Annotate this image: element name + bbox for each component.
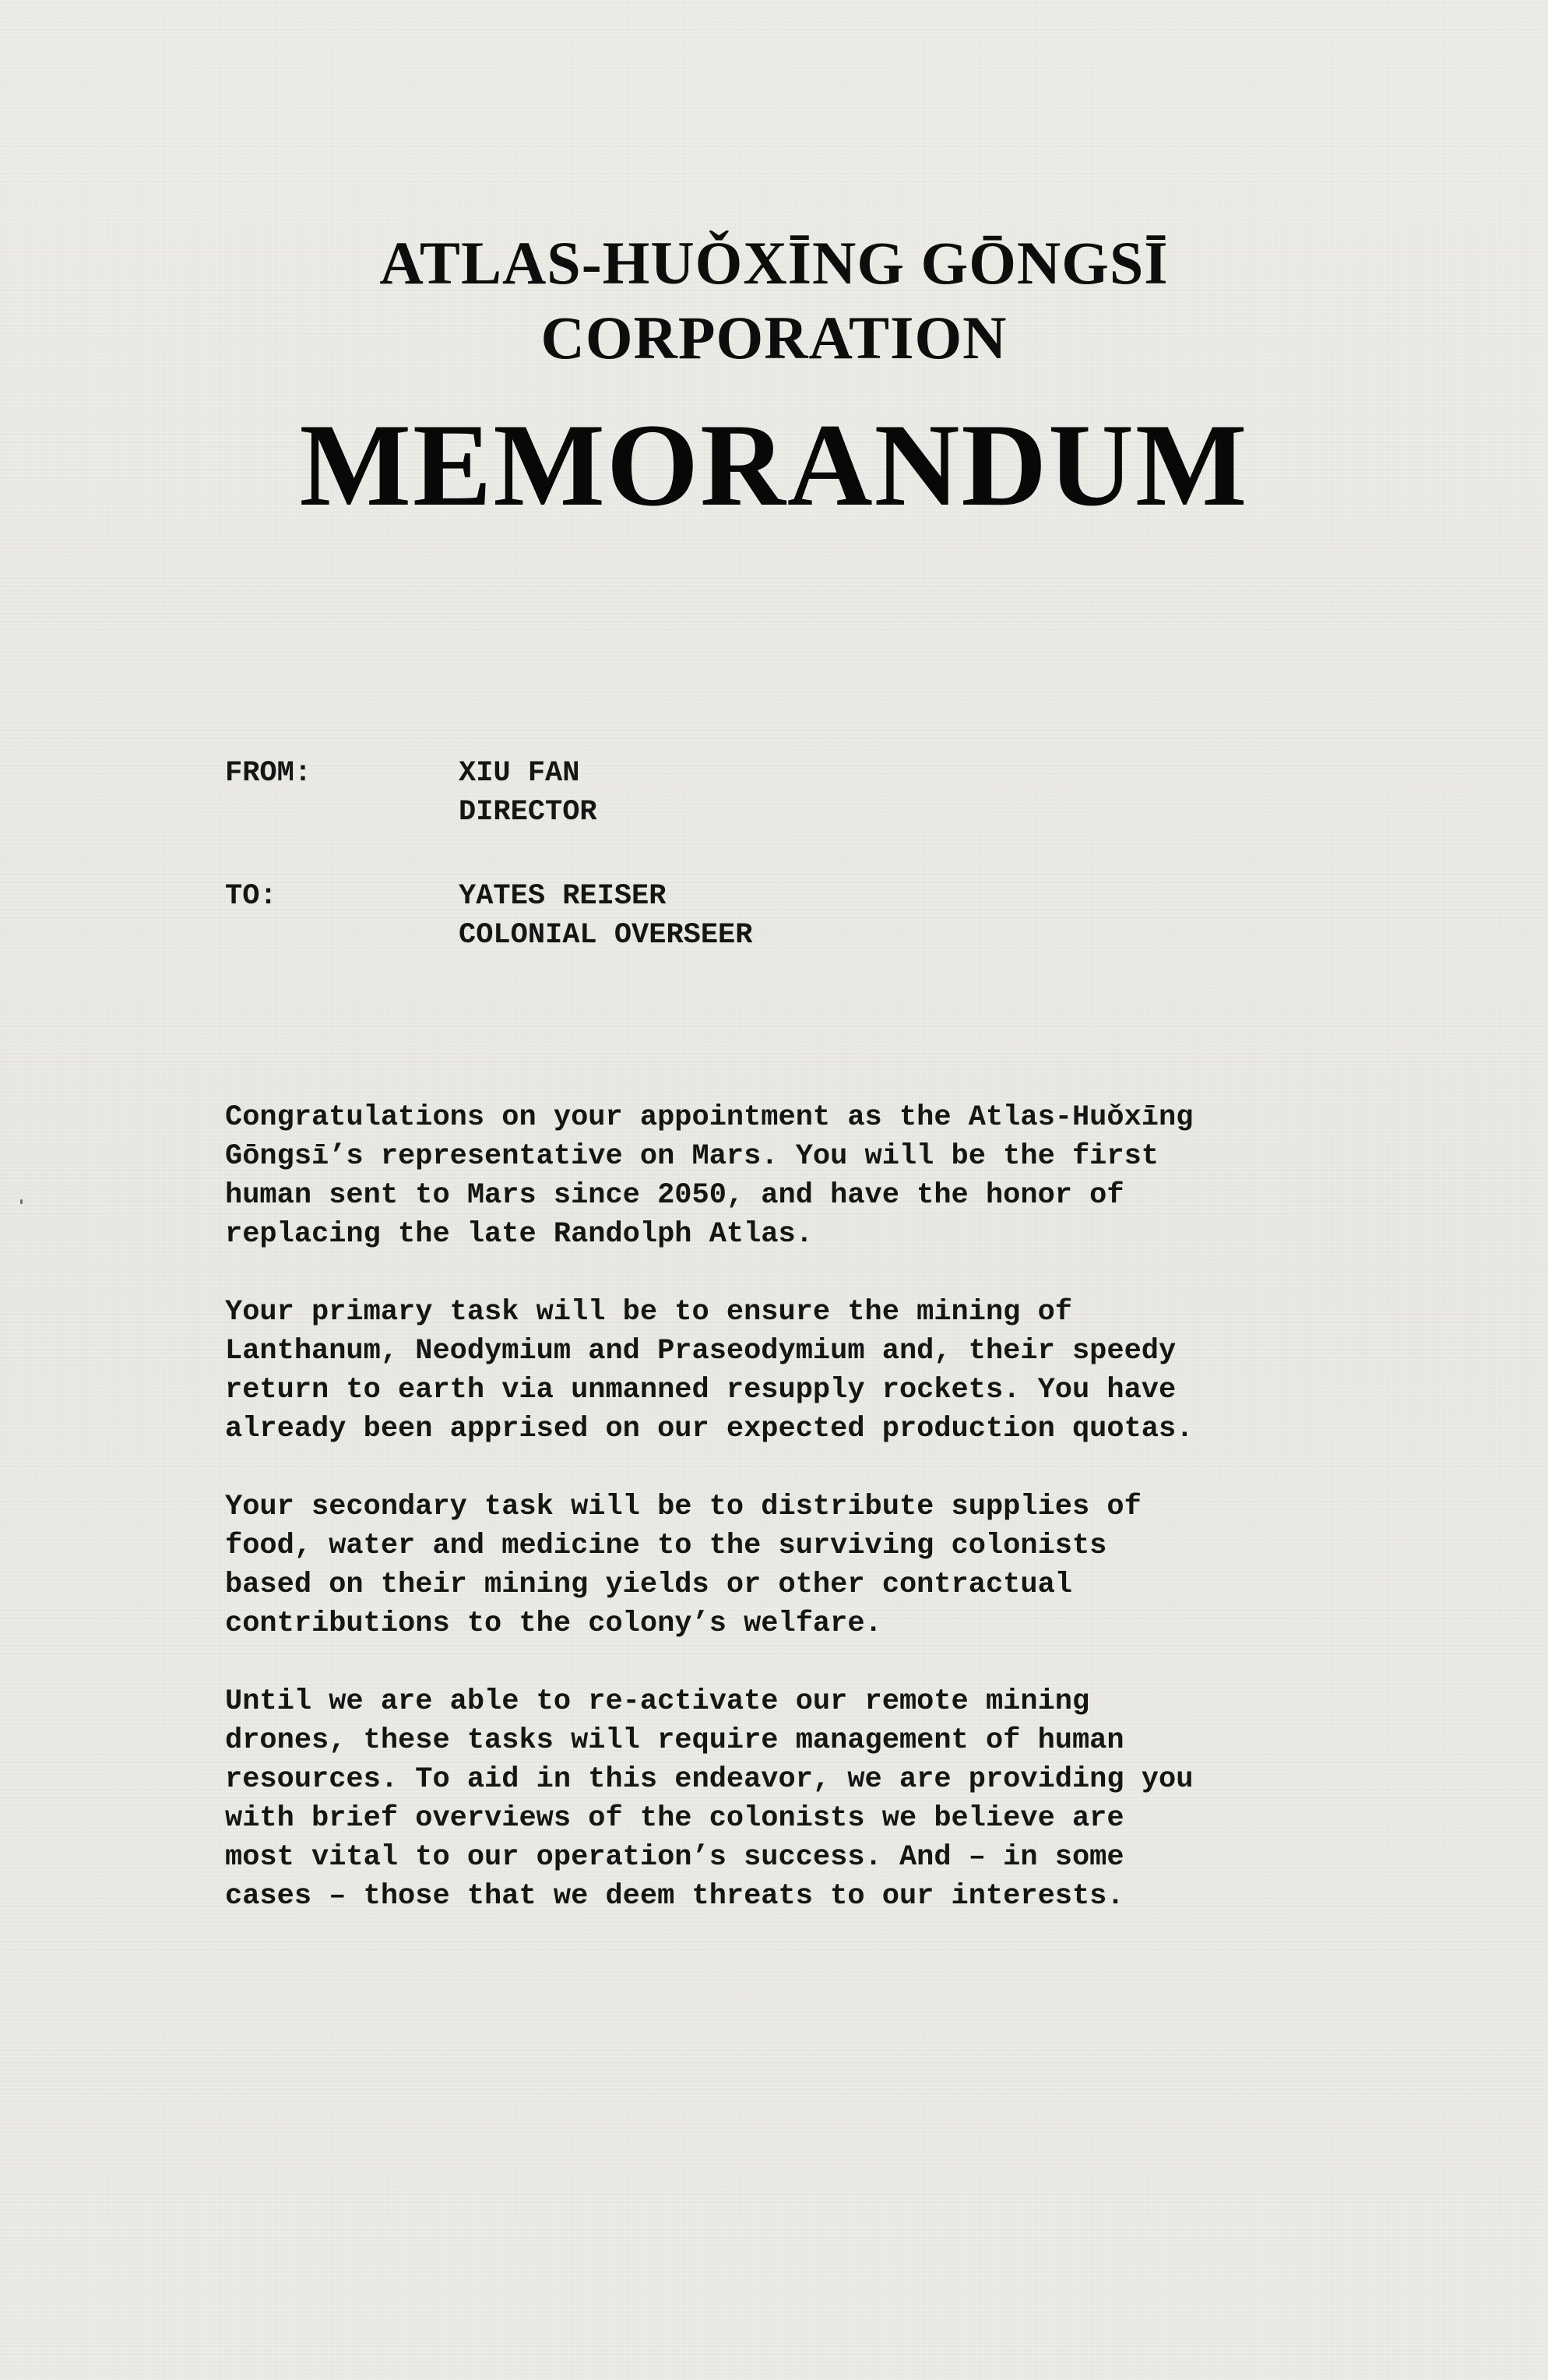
body-line: already been apprised on our expected production quotas. (225, 1413, 1194, 1445)
body-line: Lanthanum, Neodymium and Praseodymium and, their speedy (225, 1335, 1177, 1368)
from-name: XIU FAN (459, 757, 580, 790)
body-line: with brief overviews of the colonists we believe are (225, 1802, 1124, 1835)
body-line: return to earth via unmanned resupply rockets. You have (225, 1374, 1177, 1407)
company-name-line-2: CORPORATION (540, 304, 1008, 371)
body-line: based on their mining yields or other contractual (225, 1568, 1072, 1601)
to-title: COLONIAL OVERSEER (459, 919, 753, 952)
body-line: Your primary task will be to ensure the mining of (225, 1296, 1072, 1329)
to-row (225, 877, 752, 955)
memo-header (0, 226, 1548, 531)
to-name: YATES REISER (459, 880, 667, 913)
body-line: Gōngsī’s representative on Mars. You will be the first (225, 1140, 1159, 1173)
to-label: TO: (225, 880, 277, 913)
body-line: drones, these tasks will require management of human (225, 1724, 1124, 1757)
memo-title: MEMORANDUM (299, 400, 1249, 530)
body-line: Until we are able to re-activate our remote mining (225, 1685, 1090, 1718)
body-paragraph (225, 1488, 1354, 1643)
body-line: cases – those that we deem threats to our interests. (225, 1880, 1124, 1913)
body-line: most vital to our operation’s success. And – in some (225, 1841, 1124, 1874)
body-line: Your secondary task will be to distribute supplies of (225, 1491, 1142, 1523)
company-name-line-1: ATLAS-HUǑXĪNG GŌNGSĪ (379, 229, 1169, 297)
body-line: food, water and medicine to the surviving colonists (225, 1530, 1107, 1562)
from-value (459, 754, 597, 832)
body-line: resources. To aid in this endeavor, we are providing you (225, 1763, 1194, 1796)
body-line: human sent to Mars since 2050, and have the honor of (225, 1179, 1124, 1212)
from-title: DIRECTOR (459, 796, 597, 829)
body-line: contributions to the colony’s welfare. (225, 1607, 882, 1640)
to-value (459, 877, 752, 955)
memo-routing-block (225, 754, 752, 1000)
body-line: Congratulations on your appointment as the Atlas-Huǒxīng (225, 1101, 1194, 1134)
from-label: FROM: (225, 757, 312, 790)
paper-speck (20, 1199, 23, 1204)
body-paragraph (225, 1293, 1354, 1449)
memo-body (225, 1098, 1354, 1955)
body-line: replacing the late Randolph Atlas. (225, 1218, 813, 1251)
from-row (225, 754, 752, 832)
body-paragraph (225, 1682, 1354, 1916)
body-paragraph (225, 1098, 1354, 1254)
